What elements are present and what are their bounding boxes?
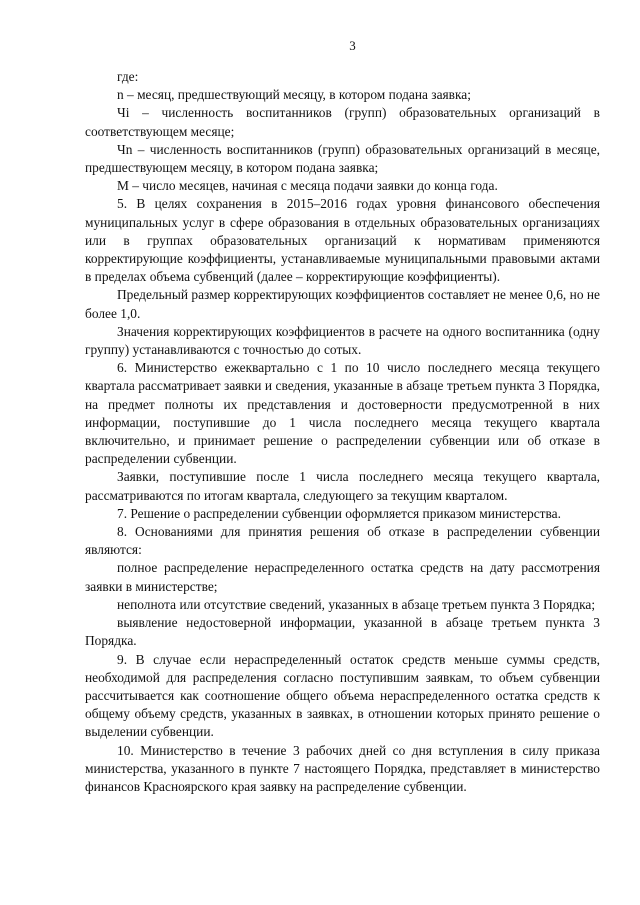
paragraph-refusal-reason-2: неполнота или отсутствие сведений, указанных в абзаце третьем пункта 3 Порядка; (117, 596, 596, 612)
paragraph-m-definition: М – число месяцев, начиная с месяца подачи заявки до конца года. (117, 178, 498, 194)
paragraph-item-7: 7. Решение о распределении субвенции оформляется приказом министерства. (117, 505, 561, 521)
paragraph-item-5: 5. В целях сохранения в 2015–2016 годах уровня финансового обеспечения муниципальных услуг в сфере образования в отдельных образовательных организациях или в группах образовательных организаций к нормативам применяются корректирующие коэффициенты, устанавливаемые муниципальными правовыми актами в пределах объема субвенций (далее – корректирующие коэффициенты). (85, 196, 600, 285)
paragraph-refusal-reason-1: полное распределение нераспределенного остатка средств на дату рассмотрения заявки в министерстве; (85, 560, 600, 594)
paragraph-refusal-reason-3: выявление недостоверной информации, указанной в абзаце третьем пункта 3 Порядка. (85, 615, 600, 649)
paragraph-item-10: 10. Министерство в течение 3 рабочих дней со дня вступления в силу приказа министерства, указанного в пункте 7 настоящего Порядка, представляет в министерство финансов Красноярского края заявку на распределение субвенции. (85, 742, 600, 794)
paragraph-coefficient-limit: Предельный размер корректирующих коэффициентов составляет не менее 0,6, но не более 1,0. (85, 287, 600, 321)
paragraph-where: где: (117, 69, 139, 84)
paragraph-item-8: 8. Основаниями для принятия решения об отказе в распределении субвенции являются: (85, 524, 600, 558)
paragraph-chn-definition: Чn – численность воспитанников (групп) образовательных организаций в месяце, предшествующем месяцу, в котором подана заявка; (85, 141, 600, 176)
document-body (85, 68, 600, 796)
paragraph-late-applications: Заявки, поступившие после 1 числа последнего месяца текущего квартала, рассматриваются по итогам квартала, следующего за текущим кварталом. (85, 469, 600, 503)
page-number: 3 (349, 38, 356, 53)
paragraph-chi-definition: Чi – численность воспитанников (групп) образовательных организаций в соответствующем месяце; (85, 105, 600, 139)
paragraph-item-9: 9. В случае если нераспределенный остаток средств меньше суммы средств, необходимой для распределения согласно поступившим заявкам, то объем субвенции рассчитывается как соотношение общего объема нераспределенного остатка средств к общему объему средств, указанных в заявках, в отношении которых принято решение о выделении субвенции. (85, 651, 600, 740)
paragraph-n-definition: n – месяц, предшествующий месяцу, в котором подана заявка; (117, 87, 471, 103)
paragraph-coefficient-precision: Значения корректирующих коэффициентов в расчете на одного воспитанника (одну группу) устанавливаются с точностью до сотых. (85, 323, 600, 358)
paragraph-item-6: 6. Министерство ежеквартально с 1 по 10 число последнего месяца текущего квартала рассматривает заявки и сведения, указанные в абзаце третьем пункта 3 Порядка, на предмет полноты их представления и достоверности предусмотренной в них информации, поступившие до 1 числа последнего месяца текущего квартала включительно, и принимает решение о распределении субвенции или об отказе в распределении субвенции. (85, 360, 600, 467)
